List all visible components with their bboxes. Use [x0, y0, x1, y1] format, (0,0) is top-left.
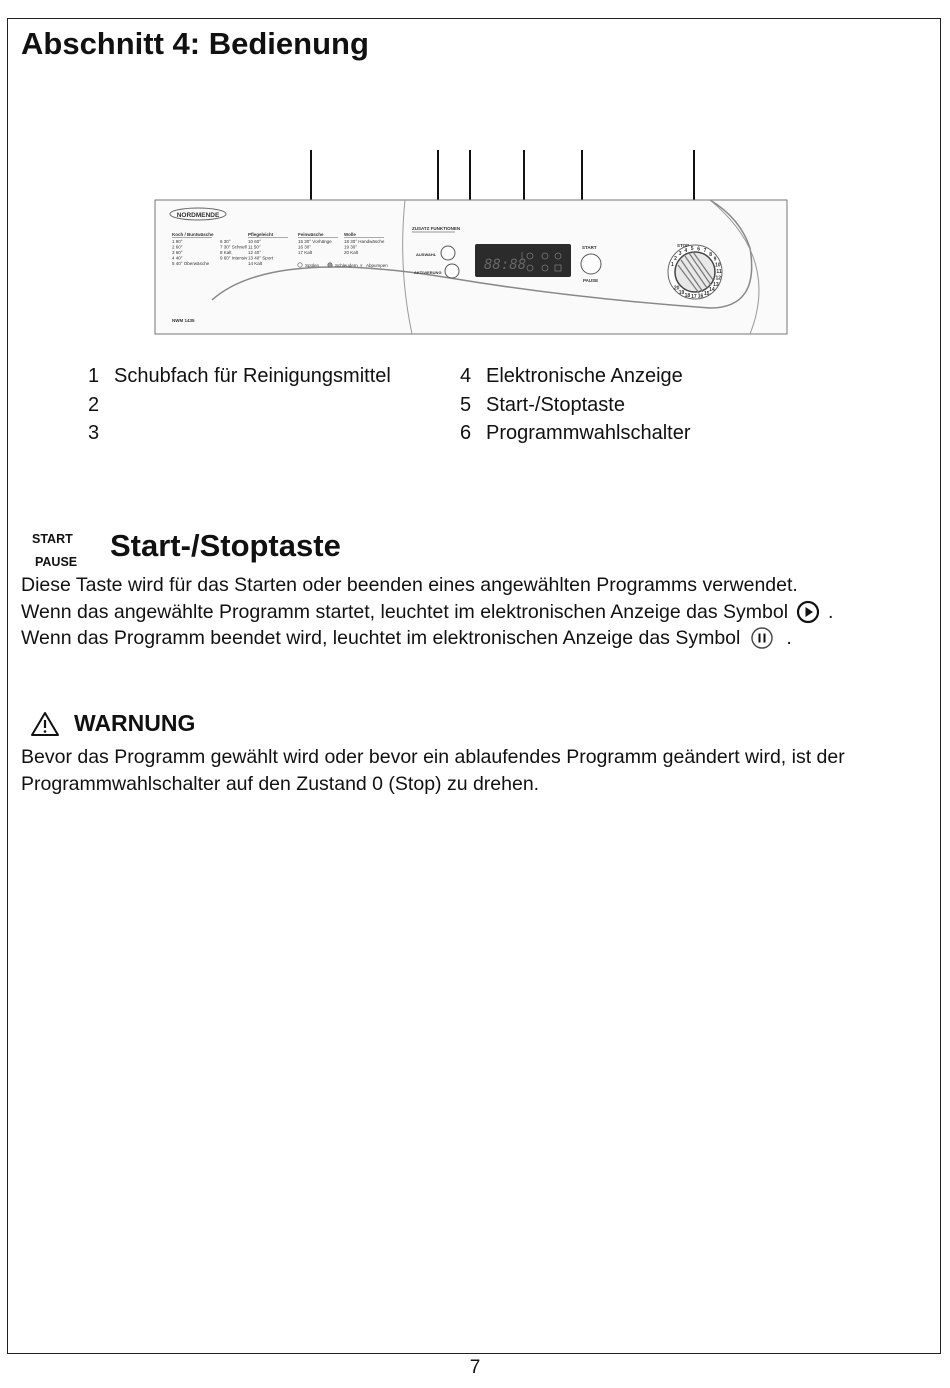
program-entry: 15 30° Vorhänge	[298, 239, 332, 244]
svg-text:AKTIVIERUNG: AKTIVIERUNG	[414, 270, 442, 275]
program-heading: Wolle	[344, 232, 356, 237]
dial-number: 12	[715, 275, 722, 282]
svg-text:AUSWAHL: AUSWAHL	[416, 252, 437, 257]
program-entry: 3 60°	[172, 250, 183, 255]
program-entry: 18 30° Handwäsche	[344, 239, 385, 244]
dial-number: 7	[703, 248, 707, 255]
legend-item	[460, 419, 691, 448]
program-entry: 4 40°	[172, 255, 183, 261]
dial-number: 15	[703, 291, 710, 297]
line-3-end: .	[786, 627, 792, 649]
svg-text:ZUSATZ FUNKTIONEN: ZUSATZ FUNKTIONEN	[412, 226, 461, 231]
legend-number: 3	[88, 422, 100, 444]
dial-number: 10	[715, 262, 721, 269]
paragraph-line	[21, 572, 936, 599]
program-entry: 13 40° Sport	[248, 255, 274, 261]
dial-number: 18	[684, 292, 691, 299]
dial-number: 20	[673, 285, 680, 292]
warning-triangle-icon	[30, 711, 60, 737]
program-heading: Feinwäsche	[298, 232, 324, 237]
dial-number: 2	[674, 256, 677, 262]
svg-text:Spülen: Spülen	[305, 263, 320, 268]
dial-number: 4	[684, 247, 688, 254]
line-3: Wenn das Programm beendet wird, leuchtet im elektronischen Anzeige das Symbol	[21, 627, 741, 649]
svg-text:NORDMENDE: NORDMENDE	[176, 212, 220, 219]
program-entry: 17 Kalt	[298, 250, 313, 255]
legend-item	[88, 391, 391, 420]
svg-text:⩔: ⩔	[360, 263, 363, 268]
program-entry: 10 60°	[248, 239, 262, 244]
dial-number: 13	[713, 281, 719, 288]
dial-number: 8	[709, 251, 712, 258]
program-heading: Pflegeleicht	[248, 232, 274, 237]
start-stop-description	[21, 572, 936, 652]
legend-label: Start-/Stoptaste	[486, 393, 625, 416]
dial-number: 5	[690, 246, 694, 253]
program-heading: Koch / Buntwäsche	[172, 232, 214, 237]
legend-item	[88, 419, 391, 448]
program-entry: 5 40° Oberwäsche	[172, 261, 210, 266]
dial-number: 1	[671, 261, 674, 268]
svg-text:NWM 1435: NWM 1435	[172, 318, 195, 323]
legend-number: 4	[460, 365, 472, 387]
dial-number: 6	[697, 246, 701, 253]
legend-label: Schubfach für Reinigungsmittel	[114, 365, 391, 387]
legend-item	[460, 362, 691, 391]
control-panel-illustration	[150, 148, 795, 340]
program-entry: 9 60° Intensiv	[220, 255, 248, 261]
svg-text:START: START	[582, 245, 597, 250]
warning-heading	[30, 710, 195, 737]
program-entry: 16 30°	[298, 244, 312, 250]
start-pause-icon	[32, 528, 77, 574]
start-icon-label: START	[32, 532, 73, 546]
warning-title: WARNUNG	[74, 710, 196, 736]
line-1: Diese Taste wird für das Starten oder beenden eines angewählten Programms verwendet.	[21, 574, 798, 596]
legend-number: 5	[460, 393, 472, 416]
line-2-end: .	[828, 600, 834, 623]
legend-item	[460, 391, 691, 420]
legend-left	[88, 362, 391, 448]
pause-icon-label: PAUSE	[35, 555, 78, 569]
legend-number: 1	[88, 365, 100, 387]
electronic-display	[475, 244, 571, 277]
start-pause-button	[581, 254, 601, 274]
dial-number: 14	[709, 287, 715, 293]
aktivierung-button	[445, 264, 459, 278]
program-entry: 12 40°	[248, 250, 262, 255]
program-entry: 19 30°	[344, 244, 358, 250]
legend-item	[88, 362, 391, 391]
section-title: Abschnitt 4: Bedienung	[21, 26, 369, 61]
program-entry: 1 90°	[172, 239, 183, 244]
legend-right	[460, 362, 691, 448]
svg-text:Abpumpen: Abpumpen	[366, 263, 388, 268]
legend-label: Elektronische Anzeige	[486, 365, 683, 387]
program-entry: 2 60°	[172, 244, 183, 250]
warning-body: Bevor das Programm gewählt wird oder bevor ein ablaufendes Programm geändert wird, ist der Programmwahlschalter auf den Zustand 0 (Stop) zu drehen.	[21, 746, 845, 795]
paragraph-line	[21, 625, 936, 652]
dial-number: 9	[713, 256, 717, 263]
program-entry: 6 30°	[220, 239, 231, 244]
pause-icon	[750, 626, 774, 650]
program-entry: 14 Kalt	[248, 261, 263, 266]
svg-text:Schleudern: Schleudern	[335, 263, 358, 268]
svg-text:STOP: STOP	[677, 243, 690, 248]
program-entry: 20 Kalt	[344, 250, 359, 255]
dial-number: 11	[716, 269, 722, 276]
dial-number: 3	[678, 251, 682, 258]
paragraph-line	[21, 599, 936, 626]
program-entry: 7 30° Schnell	[220, 244, 247, 250]
program-entry: 11 50°	[248, 244, 261, 250]
line-2: Wenn das angewählte Programm startet, leuchtet im elektronischen Anzeige das Symbol	[21, 600, 789, 623]
legend-number: 6	[460, 422, 472, 444]
dial-number: 16	[697, 293, 704, 300]
program-entry: 8 Kalt	[220, 250, 232, 255]
play-icon	[796, 600, 820, 624]
svg-text:88:88: 88:88	[484, 257, 527, 273]
page-number: 7	[469, 1357, 481, 1378]
legend-label: Programmwahlschalter	[486, 422, 691, 444]
dial-number: 19	[678, 289, 685, 296]
auswahl-button	[441, 246, 455, 260]
dial-number: 17	[691, 294, 697, 300]
svg-text:PAUSE: PAUSE	[583, 278, 599, 283]
legend-number: 2	[88, 393, 100, 416]
start-stop-title: Start-/Stoptaste	[110, 528, 341, 563]
